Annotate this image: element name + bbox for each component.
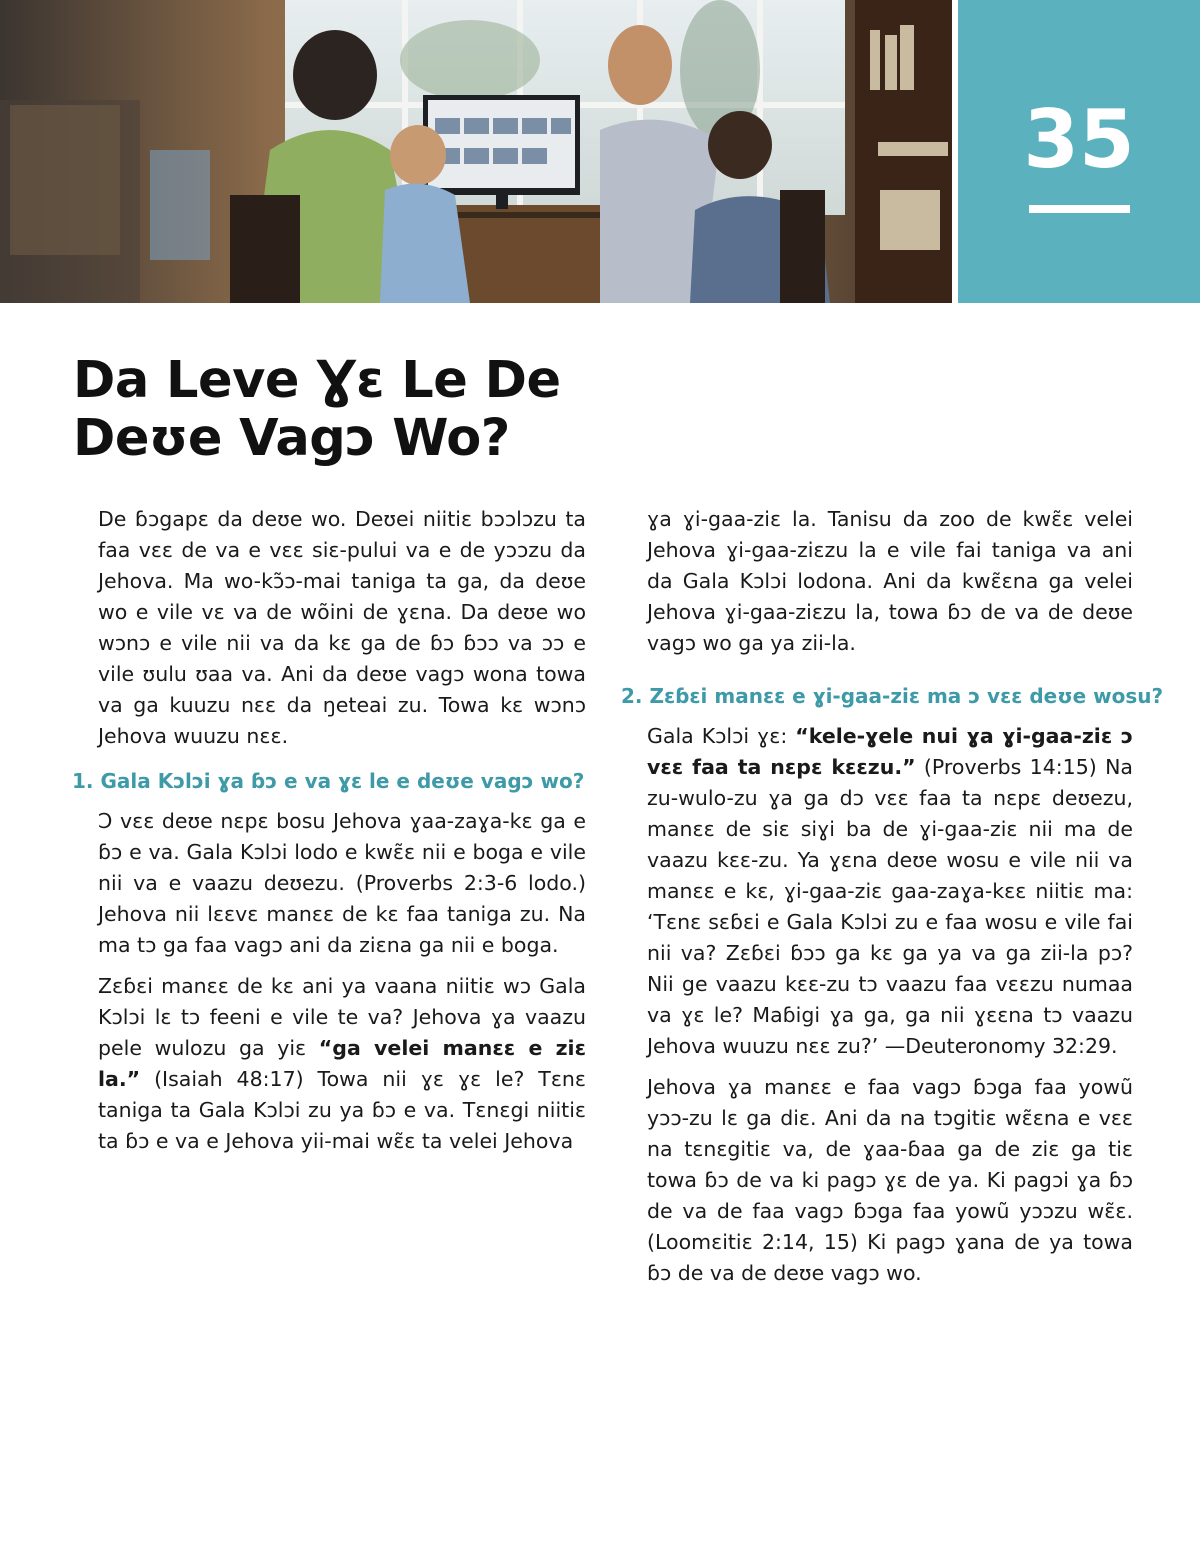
lesson-number-box (958, 0, 1200, 303)
lesson-number-underline (1029, 205, 1130, 213)
question-2-paragraph-2: Jehova ɣa manɛɛ e faa vagɔ ɓɔga faa yowũ yɔɔ-zu lɛ ga diɛ. Ani da na tɔgitiɛ wɛ̃ɛna e vɛɛ na tɛnɛgitiɛ va, de ɣaa-ɓaa ga de ziɛ ga tiɛ towa ɓɔ de va ki pagɔ ɣɛ de ya. Ki pagɔi ɣa ɓɔ de va de faa vagɔ ɓɔga faa yowũ yɔɔzu wɛ̃ɛ. (Loomɛitiɛ 2:14, 15) Ki pagɔ ɣana de ya towa ɓɔ de va de deʊe vagɔ wo. (647, 1075, 1133, 1285)
text-run: Gala Kɔlɔi ɣɛ: (647, 724, 796, 748)
family-computer-photo (0, 0, 952, 303)
question-1-paragraph-2-continued: ɣa ɣi-gaa-ziɛ la. Tanisu da zoo de kwɛ̃ɛ velei Jehova ɣi-gaa-ziɛzu la e vile fai taniga va ani da Gala Kɔlɔi lodona. Ani da kwɛ̃ɛna ga velei Jehova ɣi-gaa-ziɛzu la, towa ɓɔ de va de deʊe vagɔ wo ga ya zii-la. (647, 507, 1133, 655)
lesson-number: 35 (1023, 93, 1135, 186)
question-1-heading: 1. Gala Kɔlɔi ɣa ɓɔ e va ɣɛ le e deʊe vagɔ wo? (72, 769, 585, 793)
hero-photo (0, 0, 952, 303)
left-column (72, 504, 586, 1167)
question-2-heading: 2. Zɛɓɛi manɛɛ e ɣi-gaa-ziɛ ma ɔ vɛɛ deʊe wosu? (621, 684, 1164, 708)
bold-quote: “ga velei manɛɛ e ziɛ la.” (98, 1036, 586, 1091)
question-2-paragraph-1 (647, 721, 1133, 1062)
text-run: Zɛɓɛi manɛɛ de kɛ ani ya vaana niitiɛ wɔ Gala Kɔlɔi lɛ tɔ feeni e vile te va? Jehova ɣa vaazu pele wulozu ga yiɛ (98, 974, 586, 1060)
title-line-2: Deʊe Vagɔ Wo? (73, 409, 510, 468)
question-1-paragraph-1: Ɔ vɛɛ deʊe nɛpɛ bosu Jehova ɣaa-zaɣa-kɛ ga e ɓɔ e va. Gala Kɔlɔi lodo e kwɛ̃ɛ nii e boga e vile nii va e vaazu deʊezu. (Proverbs 2:3-6 lodo.) Jehova nii lɛɛvɛ manɛɛ de kɛ faa taniga zu. Na ma tɔ ga faa vagɔ ani da ziɛna ga nii e boga. (98, 809, 586, 957)
text-run: (Isaiah 48:17) Towa nii ɣɛ ɣɛ le? Tɛnɛ taniga ta Gala Kɔlɔi zu ya ɓɔ e va. Tɛnɛgi niitiɛ ta ɓɔ e va e Jehova yii-mai wɛ̃ɛ ta velei Jehova (98, 1067, 586, 1153)
right-column (621, 504, 1164, 1299)
page-title (73, 352, 633, 468)
title-line-1: Da Leve Ɣɛ Le De (73, 351, 561, 410)
bold-quote: “kele-ɣele nui ɣa ɣi-gaa-ziɛ ɔ vɛɛ faa ta nɛpɛ kɛɛzu.” (647, 724, 1133, 779)
text-run: (Proverbs 14:15) Na zu-wulo-zu ɣa ga dɔ vɛɛ faa ta nɛpɛ deʊezu, manɛɛ de siɛ siɣi ba de ɣi-gaa-ziɛ nii ma de vaazu kɛɛ-zu. Ya ɣɛna deʊe wosu e vile nii va manɛɛ e kɛ, ɣi-gaa-ziɛ gaa-zaɣa-kɛɛ niitiɛ ma: ‘Tɛnɛ sɛɓɛi e Gala Kɔlɔi zu e faa wosu e vile fai nii va? Zɛɓɛi ɓɔɔ ga kɛ ga ya va ga zii-la pɔ? Nii ge vaazu kɛɛ-zu tɔ vaazu faa vɛɛzu numaa va ɣɛ le? Maɓigi ɣa ga, ga nii ɣɛɛna tɔ vaazu Jehova wuuzu nɛɛ zu?’ —Deuteronomy 32:29. (647, 755, 1133, 1058)
intro-paragraph: De ɓɔgapɛ da deʊe wo. Deʊei niitiɛ bɔɔlɔzu ta faa vɛɛ de va e vɛɛ siɛ-pului va e de yɔɔzu da Jehova. Ma wo-kɔ̃ɔ-mai taniga ta ga, da deʊe wo e vile vɛ va de wõini de ɣɛna. Da deʊe wo wɔnɔ e vile nii va da kɛ ga de ɓɔ ɓɔɔ va ɔɔ e vile ʊulu ʊaa va. Ani da deʊe vagɔ wona towa va ga kuuzu nɛɛ da ŋeteai zu. Towa kɛ wɔnɔ Jehova wuuzu nɛɛ. (98, 507, 586, 748)
question-1-paragraph-2 (98, 971, 586, 1157)
